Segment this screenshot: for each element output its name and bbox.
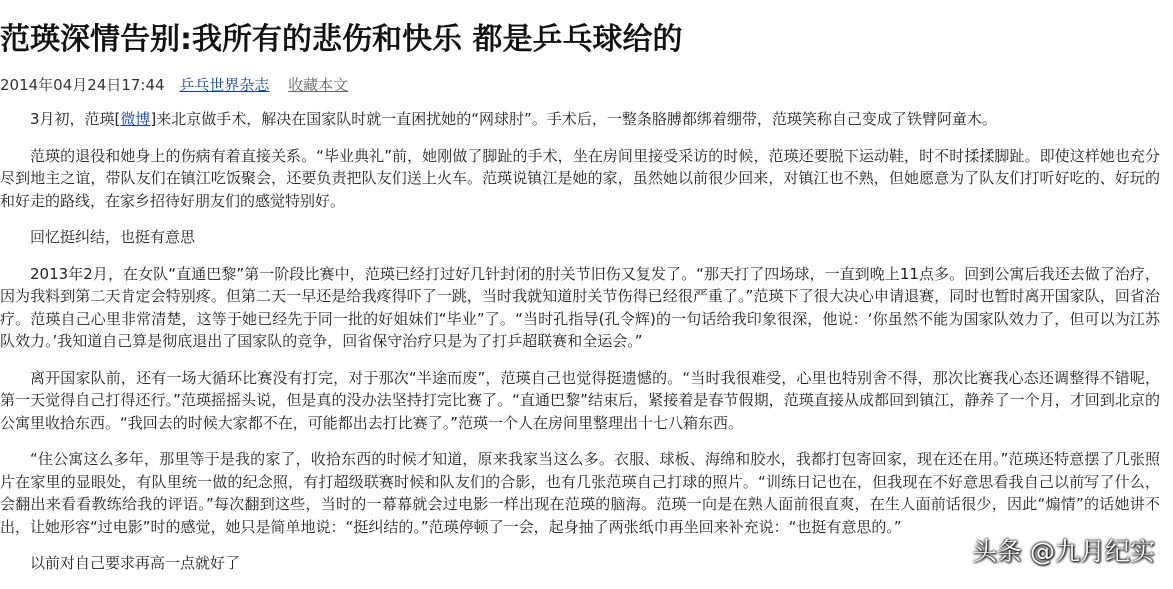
paragraph-1-text-rest: ]来北京做手术，解决在国家队时就一直困扰她的“网球肘”。手术后，一整条胳膊都绑着绷带，范瑛笑称自己变成了铁臂阿童木。: [150, 110, 997, 128]
watermark: 头条 @九月纪实: [972, 537, 1155, 566]
paragraph-2: 范瑛的退役和她身上的伤病有着直接关系。“毕业典礼”前，她刚做了脚趾的手术，坐在房间里接受采访的时候，范瑛还要脱下运动鞋，时不时揉揉脚趾。即使这样她也充分尽到地主之谊，带队友们在镇江吃饭聚会，还要负责把队友们送上火车。范瑛说镇江是她的家，虽然她以前很少回来，对镇江也不熟，但她愿意为了队友们打听好吃的、好玩的和好走的路线，在家乡招待好朋友们的感觉特别好。: [0, 146, 1160, 210]
paragraph-6: “住公寓这么多年，那里等于是我的家了，收拾东西的时候才知道，原来我家当这么多。衣服、球板、海绵和胶水，我都打包寄回家，现在还在用。”范瑛还特意摆了几张照片在家里的显眼处，有队里统一做的纪念照，有打超级联赛时候和队友们的合影，也有几张范瑛自己打球的照片。“训练日记也在，但我现在不好意思看我自己以前写了什么，会翻出来看看教练给我的评语。”每次翻到这些，当时的一幕幕就会过电影一样出现在范瑛的脑海。范瑛一向是在熟人面前很直爽，在生人面前话很少，因此“煽情”的话她讲不出，让她形容“过电影”时的感觉，她只是简单地说：“挺纠结的。”范瑛停顿了一会，起身抽了两张纸巾再坐回来补充说：“也挺有意思的。”: [0, 450, 1160, 536]
paragraph-1: [0, 108, 1160, 131]
paragraph-5: 离开国家队前，还有一场大循环比赛没有打完，对于那次“半途而废”，范瑛自己也觉得挺遗憾的。“当时我很难受，心里也特别舍不得，那次比赛我心态还调整得不错呢，第一天觉得自己打得还行。”范瑛摇摇头说，但是真的没办法坚持打完比赛了。“直通巴黎”结束后，紧接着是春节假期，范瑛直接从成都回到镇江，静养了一个月，才回到北京的公寓里收拾东西。“我回去的时候大家都不在，可能都出去打比赛了。”范瑛一个人在房间里整理出十七八箱东西。: [0, 368, 1160, 432]
paragraph-4: 2013年2月，在女队“直通巴黎”第一阶段比赛中，范瑛已经打过好几针封闭的肘关节旧伤又复发了。“那天打了四场球，一直到晚上11点多。回到公寓后我还去做了治疗，因为我料到第二天肯定会特别疼。但第二天一早还是给我疼得吓了一跳，当时我就知道肘关节伤得已经很严重了。”范瑛下了很大决心申请退赛，同时也暂时离开国家队，回省治疗。范瑛自己心里非常清楚，这等于她已经先于同一批的好姐妹们“毕业”了。“当时孔指导(孔令辉)的一句话给我印象很深，他说：‘你虽然不能为国家队效力了，但可以为江苏队效力。’我知道自己算是彻底退出了国家队的竞争，回省保守治疗只是为了打乒超联赛和全运会。”: [0, 264, 1160, 350]
article-body: [0, 108, 1160, 589]
weibo-link[interactable]: 微博: [120, 110, 151, 128]
article-title: 范瑛深情告别:我所有的悲伤和快乐 都是乒乓球给的: [0, 22, 683, 57]
article-meta: [0, 74, 348, 95]
favorite-link[interactable]: 收藏本文: [288, 76, 349, 94]
source-link[interactable]: 乒乓世界杂志: [179, 76, 270, 94]
paragraph-1-text: 3月初，范瑛[: [30, 110, 121, 128]
subheading-1: 回忆挺纠结，也挺有意思: [30, 228, 196, 246]
subheading-2: 以前对自己要求再高一点就好了: [30, 554, 241, 572]
publish-date: 2014年04月24日17:44: [0, 76, 165, 94]
